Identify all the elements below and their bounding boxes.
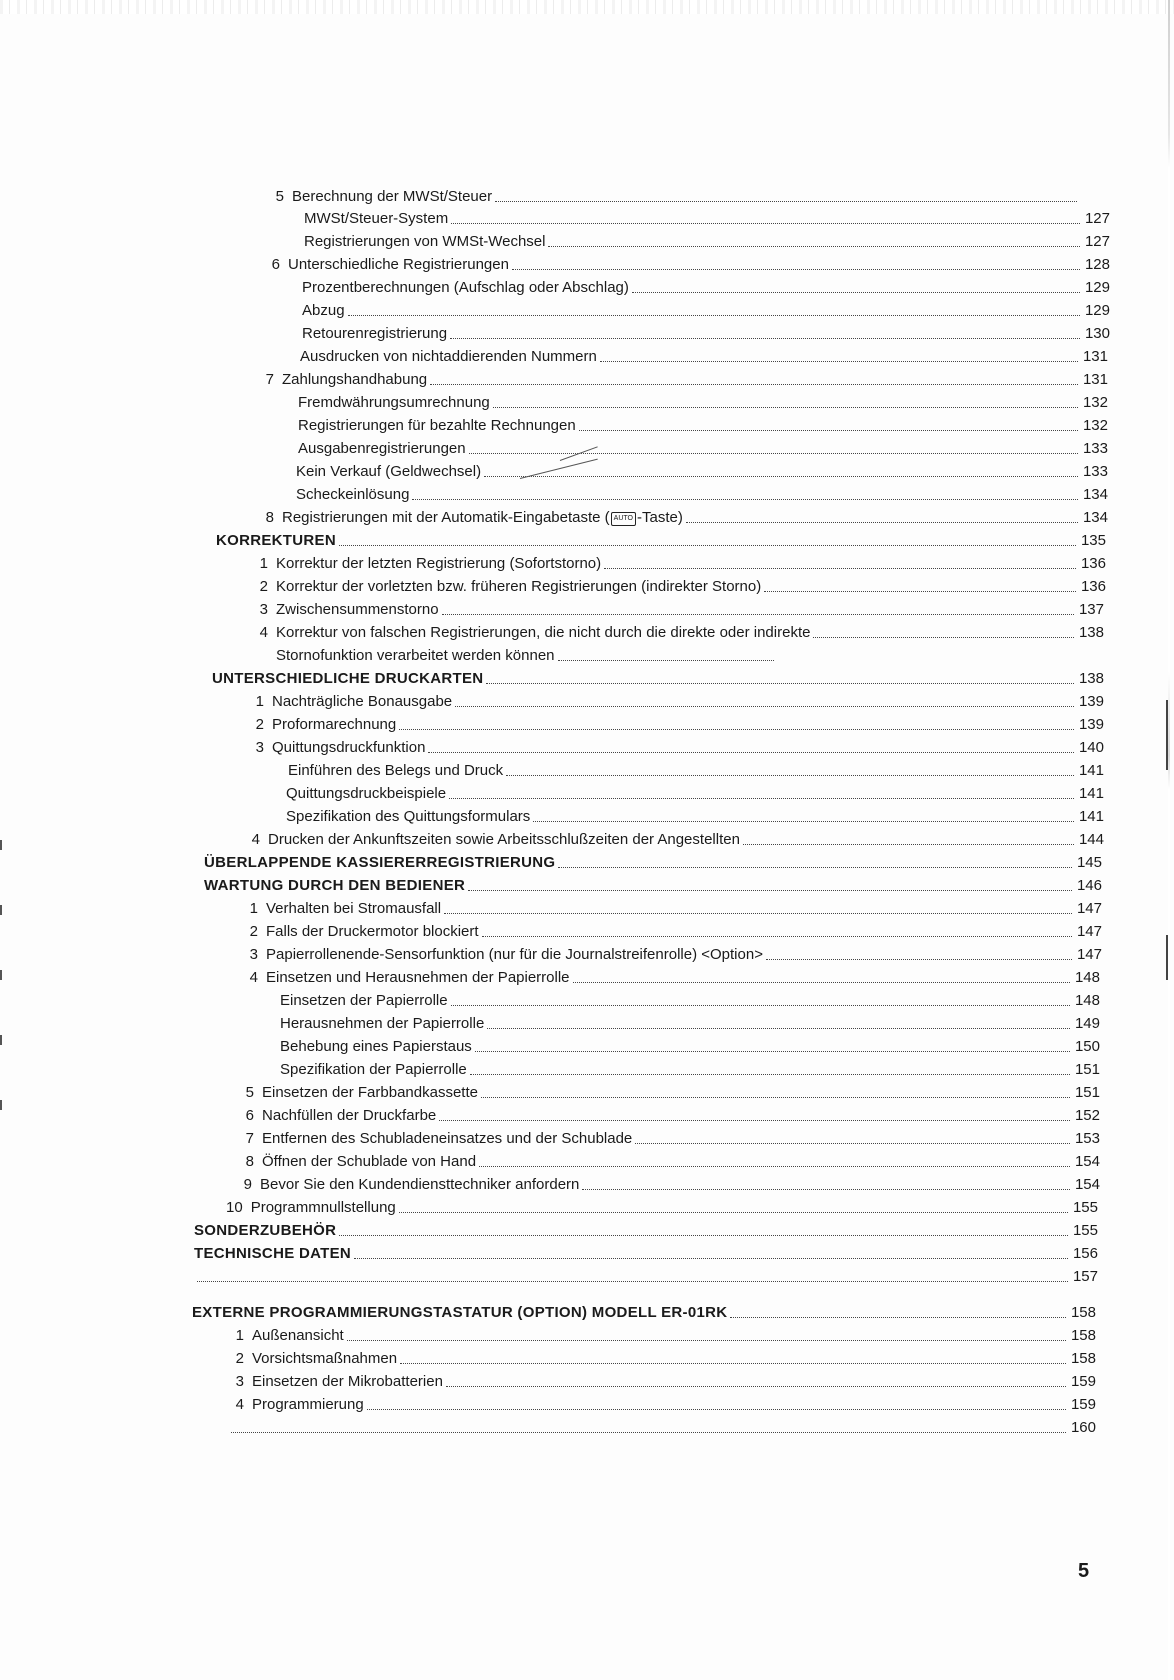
toc-entry-page: 132 [1082,417,1108,434]
toc-section-heading [216,528,1106,550]
toc-entry [302,275,1110,297]
toc-entry-title: Programmnullstellung [250,1199,396,1216]
toc-entry-title: Berechnung der MWSt/Steuer [292,188,493,205]
toc-entry [244,827,1104,849]
toc-entry-title: Einsetzen der Papierrolle [280,992,448,1009]
toc-entry-title: Abzug [302,302,345,319]
toc-entry [252,620,1104,642]
toc-entry-title: Behebung eines Papierstaus [280,1038,472,1055]
toc-leader-dots [367,1409,1066,1410]
toc-entry-title: UNTERSCHIEDLICHE DRUCKARTEN [212,670,484,687]
toc-leader-dots [412,499,1078,500]
toc-leader-dots [481,1097,1070,1098]
toc-entry-page: 134 [1082,486,1108,503]
toc-entry-number: 7 [245,1130,254,1147]
toc-entry [228,1323,1096,1345]
toc-leader-dots [558,660,774,661]
toc-entry [242,965,1100,987]
toc-leader-dots [766,959,1072,960]
toc-entry-number: 4 [235,1396,244,1413]
toc-entry-title: Korrektur der vorletzten bzw. früheren Registrierungen (indirekter Storno) [276,578,762,595]
toc-entry-number: 7 [265,371,274,388]
toc-entry [236,1172,1100,1194]
toc-entry-page: 136 [1080,555,1106,572]
toc-entry [268,184,1107,206]
toc-entry-title: Drucken der Ankunftszeiten sowie Arbeitsschlußzeiten der Angestellten [268,831,740,848]
toc-entry [252,597,1104,619]
toc-entry-title: Einsetzen der Farbbandkassette [262,1084,478,1101]
toc-entry-title-part: Registrierungen mit der Automatik-Eingabetaste ( [282,509,610,526]
toc-entry-title-part: -Taste) [637,509,683,526]
toc-entry-title: Verhalten bei Stromausfall [266,900,442,917]
toc-leader-dots [451,223,1080,224]
toc-entry-number: 2 [249,923,258,940]
toc-entry-page: 129 [1084,279,1110,296]
toc-entry-number: 3 [255,739,264,756]
toc-entry-page: 155 [1072,1222,1098,1239]
toc-leader-dots [455,706,1074,707]
scan-noise-top [0,0,1174,14]
toc-entry-title: KORREKTUREN [216,532,336,549]
toc-leader-dots [730,1317,1066,1318]
toc-entry-page: 157 [1072,1268,1098,1285]
toc-leader-dots [582,1189,1070,1190]
toc-entry-number: 5 [245,1084,254,1101]
toc-entry-page: 132 [1082,394,1108,411]
toc-entry-page: 133 [1082,440,1108,457]
toc-entry-title: Ausgabenregistrierungen [298,440,466,457]
toc-entry-page: 154 [1074,1153,1100,1170]
toc-entry-title: Zwischensummenstorno [276,601,439,618]
toc-entry-title: Programmierung [252,1396,364,1413]
toc-entry [228,1346,1096,1368]
toc-entry-number: 6 [245,1107,254,1124]
toc-leader-dots [579,430,1078,431]
toc-entry [280,1034,1100,1056]
toc-leader-dots [573,982,1070,983]
toc-entry-page: 128 [1084,256,1110,273]
toc-entry-page: 152 [1074,1107,1100,1124]
toc-entry-page: 140 [1078,739,1104,756]
toc-entry [238,1103,1100,1125]
toc-leader-dots [495,201,1077,202]
toc-entry-title: Proformarechnung [272,716,397,733]
toc-entry-page: 145 [1076,854,1102,871]
toc-entry [258,367,1108,389]
toc-entry-title: Quittungsdruckfunktion [272,739,426,756]
toc-entry-number: 9 [243,1176,252,1193]
toc-entry-number: 8 [265,509,274,526]
toc-entry-title: TECHNISCHE DATEN [194,1245,352,1262]
toc-entry-title: Einführen des Belegs und Druck [288,762,504,779]
toc-section-heading [204,850,1102,872]
scan-mark [0,1100,2,1110]
toc-entry-title: Scheckeinlösung [296,486,410,503]
toc-entry-title: Außenansicht [252,1327,344,1344]
toc-entry-page: 147 [1076,900,1102,917]
toc-entry-page: 158 [1070,1350,1096,1367]
toc-entry-page: 148 [1074,992,1100,1009]
toc-entry-number: 6 [271,256,280,273]
toc-entry-title: Fremdwährungsumrechnung [298,394,490,411]
toc-entry [296,459,1108,481]
toc-entry-title: Öffnen der Schublade von Hand [262,1153,477,1170]
toc-entry-title: Quittungsdruckbeispiele [286,785,447,802]
toc-entry-page: 131 [1082,348,1108,365]
toc-leader-dots [399,1212,1068,1213]
toc-entry-number: 4 [259,624,268,641]
toc-section-heading [204,873,1102,895]
toc-entry [258,505,1108,527]
toc-entry [304,229,1110,251]
toc-entry-number: 3 [235,1373,244,1390]
toc-entry [280,1011,1100,1033]
toc-entry-number: 8 [245,1153,254,1170]
toc-entry-page: 130 [1084,325,1110,342]
toc-entry-title: Korrektur der letzten Registrierung (Sofortstorno) [276,555,602,572]
toc-leader-dots [470,1074,1070,1075]
scan-mark [1166,700,1168,770]
toc-entry [296,482,1108,504]
toc-entry-title: Einsetzen und Herausnehmen der Papierrolle [266,969,570,986]
toc-entry [226,1195,1098,1217]
toc-entry-page: 153 [1074,1130,1100,1147]
toc-entry [280,988,1100,1010]
toc-entry-page: 139 [1078,716,1104,733]
toc-section-heading [192,1300,1096,1322]
toc-leader-dots [743,844,1074,845]
toc-entry-number: 5 [275,188,284,205]
toc-entry-page: 135 [1080,532,1106,549]
toc-entry-title: MWSt/Steuer-System [304,210,449,227]
toc-entry-number: 2 [255,716,264,733]
toc-entry-title: Registrierungen von WMSt-Wechsel [304,233,546,250]
toc-leader-dots [442,614,1074,615]
toc-leader-dots [512,269,1080,270]
toc-entry [238,1149,1100,1171]
toc-entry-title: Prozentberechnungen (Aufschlag oder Abschlag) [302,279,629,296]
toc-entry-number: 3 [259,601,268,618]
toc-entry-title: SONDERZUBEHÖR [194,1222,337,1239]
toc-leader-dots [451,1005,1070,1006]
toc-entry [302,321,1110,343]
toc-entry-title: WARTUNG DURCH DEN BEDIENER [204,877,466,894]
toc-entry-page: 127 [1084,233,1110,250]
toc-entry-number: 2 [259,578,268,595]
toc-entry-page: 141 [1078,808,1104,825]
toc-entry-page: 151 [1074,1084,1100,1101]
toc-entry [276,643,776,665]
toc-entry-page: 148 [1074,969,1100,986]
scan-mark [1166,935,1168,980]
toc-entry [242,942,1102,964]
toc-entry-number: 1 [259,555,268,572]
toc-leader-dots [487,1028,1070,1029]
toc-entry-title [282,509,683,527]
toc-entry-title: Nachfüllen der Druckfarbe [262,1107,437,1124]
toc-entry-title: Herausnehmen der Papierrolle [280,1015,485,1032]
toc-entry [300,344,1108,366]
toc-entry-page: 156 [1072,1245,1098,1262]
toc-entry [298,436,1108,458]
toc-entry-title: Falls der Druckermotor blockiert [266,923,479,940]
toc-entry-title: ÜBERLAPPENDE KASSIERERREGISTRIERUNG [204,854,556,871]
toc-leader-dots [446,1386,1066,1387]
toc-entry-title: Stornofunktion verarbeitet werden können [276,647,555,664]
toc-leader-dots [484,476,1078,477]
toc-leader-dots [533,821,1074,822]
toc-entry-page: 127 [1084,210,1110,227]
toc-entry [252,551,1106,573]
toc-entry-number: 1 [249,900,258,917]
toc-entry-page: 131 [1082,371,1108,388]
toc-leader-dots [479,1166,1070,1167]
toc-entry-title: Spezifikation der Papierrolle [280,1061,467,1078]
toc-entry-page: 159 [1070,1373,1096,1390]
toc-entry [238,1080,1100,1102]
toc-entry [252,574,1106,596]
toc-entry-number: 3 [249,946,258,963]
toc-entry-page: 137 [1078,601,1104,618]
toc-entry-title: Spezifikation des Quittungsformulars [286,808,531,825]
toc-entry-page: 147 [1076,923,1102,940]
toc-entry-title: Papierrollenende-Sensorfunktion (nur für die Journalstreifenrolle) <Option> [266,946,763,963]
toc-leader-dots [493,407,1078,408]
toc-entry-page: 146 [1076,877,1102,894]
toc-entry-title: EXTERNE PROGRAMMIERUNGSTASTATUR (OPTION) MODELL ER-01RK [192,1304,728,1321]
toc-entry [264,252,1110,274]
toc-entry-page: 141 [1078,785,1104,802]
toc-entry-page: 133 [1082,463,1108,480]
toc-entry [228,1392,1096,1414]
toc-entry-page: 139 [1078,693,1104,710]
toc-entry-page: 147 [1076,946,1102,963]
toc-leader-dots [439,1120,1070,1121]
toc-section-heading [212,666,1104,688]
toc-entry [280,1057,1100,1079]
toc-entry-page: 158 [1070,1304,1096,1321]
toc-leader-dots [354,1258,1068,1259]
toc-entry-number: 1 [255,693,264,710]
toc-leader-dots [475,1051,1070,1052]
toc-leader-dots [506,775,1074,776]
toc-entry-page: 160 [1070,1419,1096,1436]
toc-section-heading [194,1241,1098,1263]
toc-leader-dots [430,384,1078,385]
toc-entry-page: 158 [1070,1327,1096,1344]
toc-entry-title: Vorsichtsmaßnahmen [252,1350,398,1367]
toc-leader-dots [444,913,1072,914]
toc-entry-title: Zahlungshandhabung [282,371,428,388]
toc-leader-dots [197,1281,1068,1282]
toc-leader-dots [482,936,1072,937]
toc-leader-dots [231,1432,1066,1433]
toc-leader-dots [468,890,1072,891]
toc-entry [288,758,1104,780]
toc-entry-page: 138 [1078,624,1104,641]
toc-entry-page: 159 [1070,1396,1096,1413]
toc-entry [194,1264,1098,1286]
toc-leader-dots [486,683,1074,684]
toc-entry [286,804,1104,826]
toc-entry-page: 151 [1074,1061,1100,1078]
scan-mark [0,1035,2,1045]
toc-entry-title: Bevor Sie den Kundendiensttechniker anfordern [260,1176,580,1193]
toc-entry [298,413,1108,435]
toc-entry-number: 10 [226,1199,243,1216]
page-number: 5 [1078,1560,1090,1582]
toc-entry [242,919,1102,941]
toc-entry-title: Nachträgliche Bonausgabe [272,693,453,710]
toc-entry-title: Retourenregistrierung [302,325,448,342]
toc-leader-dots [339,1235,1068,1236]
toc-leader-dots [558,867,1072,868]
toc-entry [298,390,1108,412]
toc-entry [248,712,1104,734]
toc-leader-dots [348,315,1080,316]
scan-mark [0,840,2,850]
toc-leader-dots [449,798,1074,799]
toc-entry-title: Korrektur von falschen Registrierungen, die nicht durch die direkte oder indirekte [276,624,811,641]
toc-entry-page: 155 [1072,1199,1098,1216]
toc-entry [228,1369,1096,1391]
toc-leader-dots [400,1363,1066,1364]
toc-entry [238,1126,1100,1148]
toc-entry-number: 4 [251,831,260,848]
toc-entry [302,298,1110,320]
toc-leader-dots [600,361,1078,362]
toc-entry [286,781,1104,803]
scan-edge-right [1168,0,1170,1680]
toc-entry-title: Kein Verkauf (Geldwechsel) [296,463,482,480]
toc-entry [304,206,1110,228]
toc-entry-page: 149 [1074,1015,1100,1032]
toc-leader-dots [604,568,1076,569]
toc-leader-dots [764,591,1076,592]
toc-leader-dots [548,246,1080,247]
toc-entry-page: 154 [1074,1176,1100,1193]
auto-key-icon: AUTO [611,512,636,526]
toc-entry-title: Einsetzen der Mikrobatterien [252,1373,443,1390]
toc-leader-dots [450,338,1080,339]
toc-leader-dots [686,522,1078,523]
toc-entry-page: 144 [1078,831,1104,848]
toc-entry [228,1415,1096,1437]
toc-entry-title: Entfernen des Schubladeneinsatzes und der Schublade [262,1130,633,1147]
toc-entry-page: 129 [1084,302,1110,319]
scan-mark [0,905,2,915]
toc-entry-title: Registrierungen für bezahlte Rechnungen [298,417,576,434]
toc-leader-dots [339,545,1076,546]
toc-entry-page: 136 [1080,578,1106,595]
toc-entry-page: 141 [1078,762,1104,779]
toc-entry-title: Unterschiedliche Registrierungen [288,256,509,273]
toc-leader-dots [813,637,1074,638]
toc-entry-page: 138 [1078,670,1104,687]
toc-entry-number: 4 [249,969,258,986]
toc-leader-dots [635,1143,1070,1144]
toc-entry-number: 1 [235,1327,244,1344]
toc-leader-dots [347,1340,1066,1341]
toc-entry-title: Ausdrucken von nichtaddierenden Nummern [300,348,597,365]
toc-entry [248,689,1104,711]
toc-entry-page: 134 [1082,509,1108,526]
toc-leader-dots [632,292,1080,293]
toc-leader-dots [428,752,1074,753]
toc-entry [248,735,1104,757]
scan-mark [0,970,2,980]
toc-entry [242,896,1102,918]
toc-entry-number: 2 [235,1350,244,1367]
toc-leader-dots [399,729,1074,730]
toc-section-heading [194,1218,1098,1240]
toc-leader-dots [469,453,1078,454]
toc-entry-page: 150 [1074,1038,1100,1055]
